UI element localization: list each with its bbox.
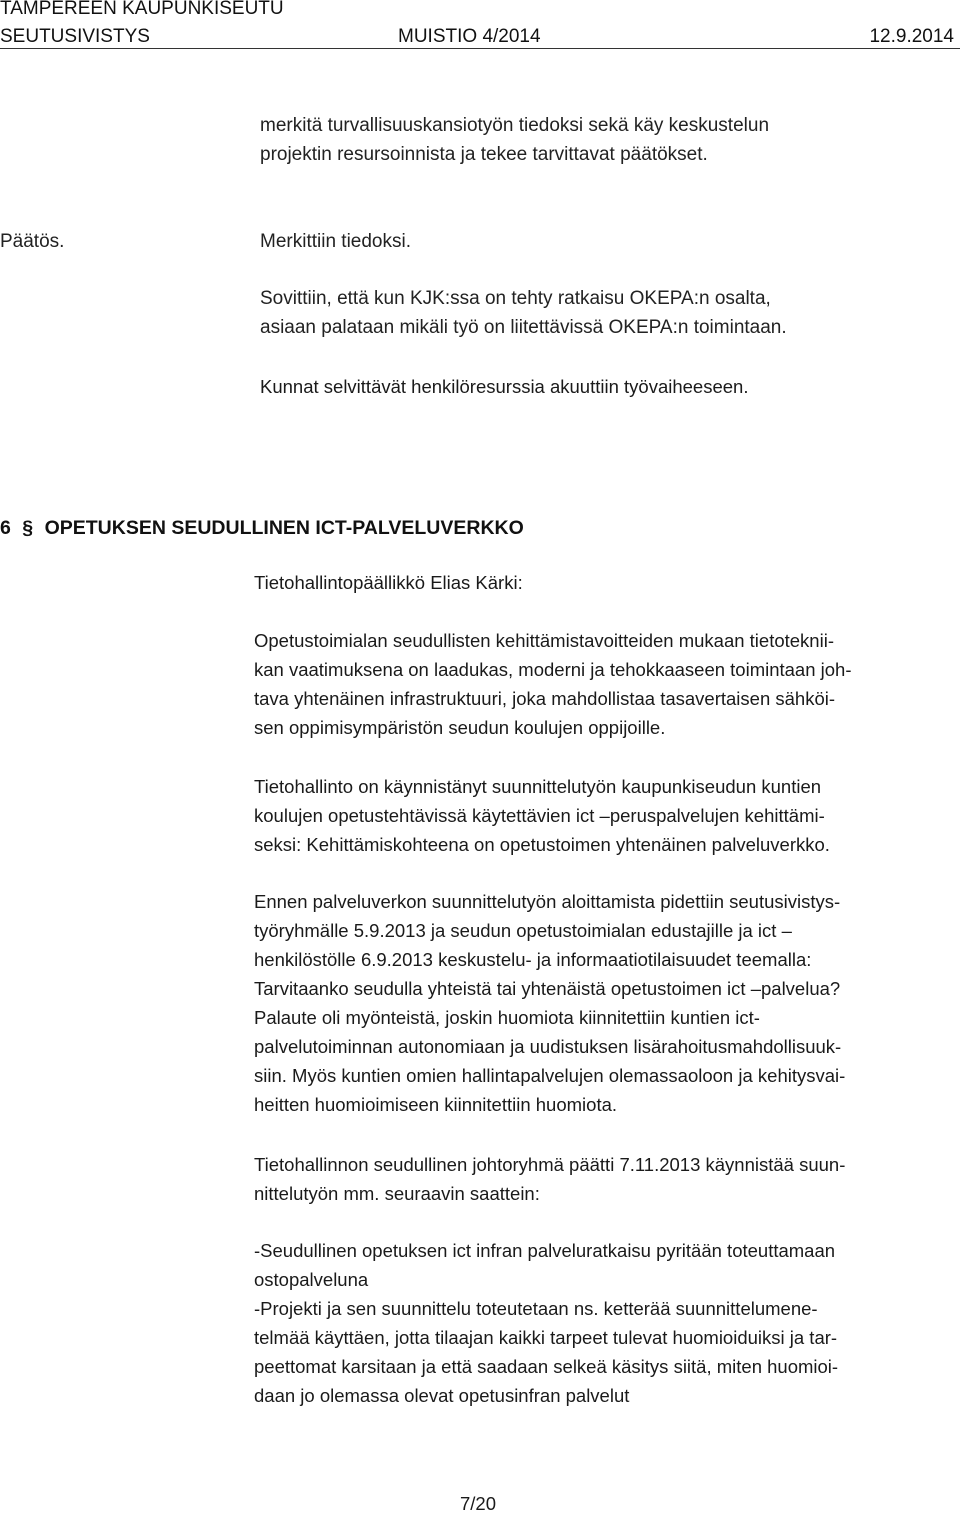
text-line: seksi: Kehittämiskohteena on opetustoimen yhtenäinen palveluverkko. <box>254 834 830 855</box>
text-line: Palaute oli myönteistä, joskin huomiota kiinnitettiin kuntien ict- <box>254 1007 760 1028</box>
text-line: Tietohallinnon seudullinen johtoryhmä päätti 7.11.2013 käynnistää suun- <box>254 1154 846 1175</box>
presenter-line: Tietohallintopäällikkö Elias Kärki: <box>254 572 523 593</box>
text-line: telmää käyttäen, jotta tilaajan kaikki tarpeet tulevat huomioiduiksi ja tar- <box>254 1327 838 1348</box>
section-number: 6 <box>0 517 11 539</box>
text-line: henkilöstölle 6.9.2013 keskustelu- ja informaatiotilaisuudet teemalla: <box>254 949 812 970</box>
paragraph-5 <box>254 1236 838 1410</box>
header-org: TAMPEREEN KAUPUNKISEUTU <box>0 0 284 19</box>
header-rule <box>0 48 960 49</box>
text-line: Opetustoimialan seudullisten kehittämistavoitteiden mukaan tietoteknii- <box>254 630 834 651</box>
text-line: projektin resursoinnista ja tekee tarvittavat päätökset. <box>260 144 708 165</box>
text-line: nittelutyön mm. seuraavin saattein: <box>254 1183 540 1204</box>
paragraph-1 <box>254 626 852 742</box>
section-symbol: § <box>22 517 34 539</box>
text-line: siin. Myös kuntien omien hallintapalvelujen olemassaoloon ja kehitysvai- <box>254 1065 846 1086</box>
header-doc: MUISTIO 4/2014 <box>398 26 541 47</box>
text-line: tava yhtenäinen infrastruktuuri, joka mahdollistaa tasavertaisen sähköi- <box>254 688 836 709</box>
kunnat-line: Kunnat selvittävät henkilöresurssia akuuttiin työvaiheeseen. <box>260 376 749 397</box>
intro-paragraph <box>260 111 769 169</box>
header-date: 12.9.2014 <box>869 26 954 47</box>
header-unit: SEUTUSIVISTYS <box>0 26 150 47</box>
page-number: 7/20 <box>460 1493 497 1514</box>
text-line: Tarvitaanko seudulla yhteistä tai yhtenäistä opetustoimen ict –palvelua? <box>254 978 841 999</box>
text-line: asiaan palataan mikäli työ on liitettävissä OKEPA:n toimintaan. <box>260 317 787 338</box>
paragraph-4 <box>254 1150 845 1208</box>
section-heading <box>0 515 524 541</box>
paragraph-2 <box>254 772 830 859</box>
text-line: työryhmälle 5.9.2013 ja seudun opetustoimialan edustajille ja ict – <box>254 920 792 941</box>
text-line: kan vaatimuksena on laadukas, moderni ja tehokkaaseen toimintaan joh- <box>254 659 852 680</box>
text-line: ostopalveluna <box>254 1269 369 1290</box>
text-line: Sovittiin, että kun KJK:ssa on tehty ratkaisu OKEPA:n osalta, <box>260 288 771 309</box>
text-line: Ennen palveluverkon suunnittelutyön aloittamista pidettiin seutusivistys- <box>254 891 841 912</box>
decision-paragraph <box>260 284 787 342</box>
text-line: -Seudullinen opetuksen ict infran palveluratkaisu pyritään toteuttamaan <box>254 1240 836 1261</box>
decision-text: Merkittiin tiedoksi. <box>260 231 411 252</box>
paragraph-3 <box>254 887 845 1119</box>
text-line: palvelutoiminnan autonomiaan ja uudistuksen lisärahoitusmahdollisuuk- <box>254 1036 842 1057</box>
text-line: daan jo olemassa olevat opetusinfran palvelut <box>254 1385 630 1406</box>
decision-label: Päätös. <box>0 231 65 252</box>
text-line: peettomat karsitaan ja että saadaan selkeä käsitys siitä, miten huomioi- <box>254 1356 839 1377</box>
text-line: Tietohallinto on käynnistänyt suunnittelutyön kaupunkiseudun kuntien <box>254 776 822 797</box>
section-title: OPETUKSEN SEUDULLINEN ICT-PALVELUVERKKO <box>44 517 524 539</box>
text-line: heitten huomioimiseen kiinnitettiin huomiota. <box>254 1094 618 1115</box>
text-line: sen oppimisympäristön seudun koulujen oppijoille. <box>254 717 666 738</box>
text-line: koulujen opetustehtävissä käytettävien ict –peruspalvelujen kehittämi- <box>254 805 825 826</box>
text-line: -Projekti ja sen suunnittelu toteutetaan ns. ketterää suunnittelumene- <box>254 1298 818 1319</box>
text-line: merkitä turvallisuuskansiotyön tiedoksi sekä käy keskustelun <box>260 115 770 136</box>
